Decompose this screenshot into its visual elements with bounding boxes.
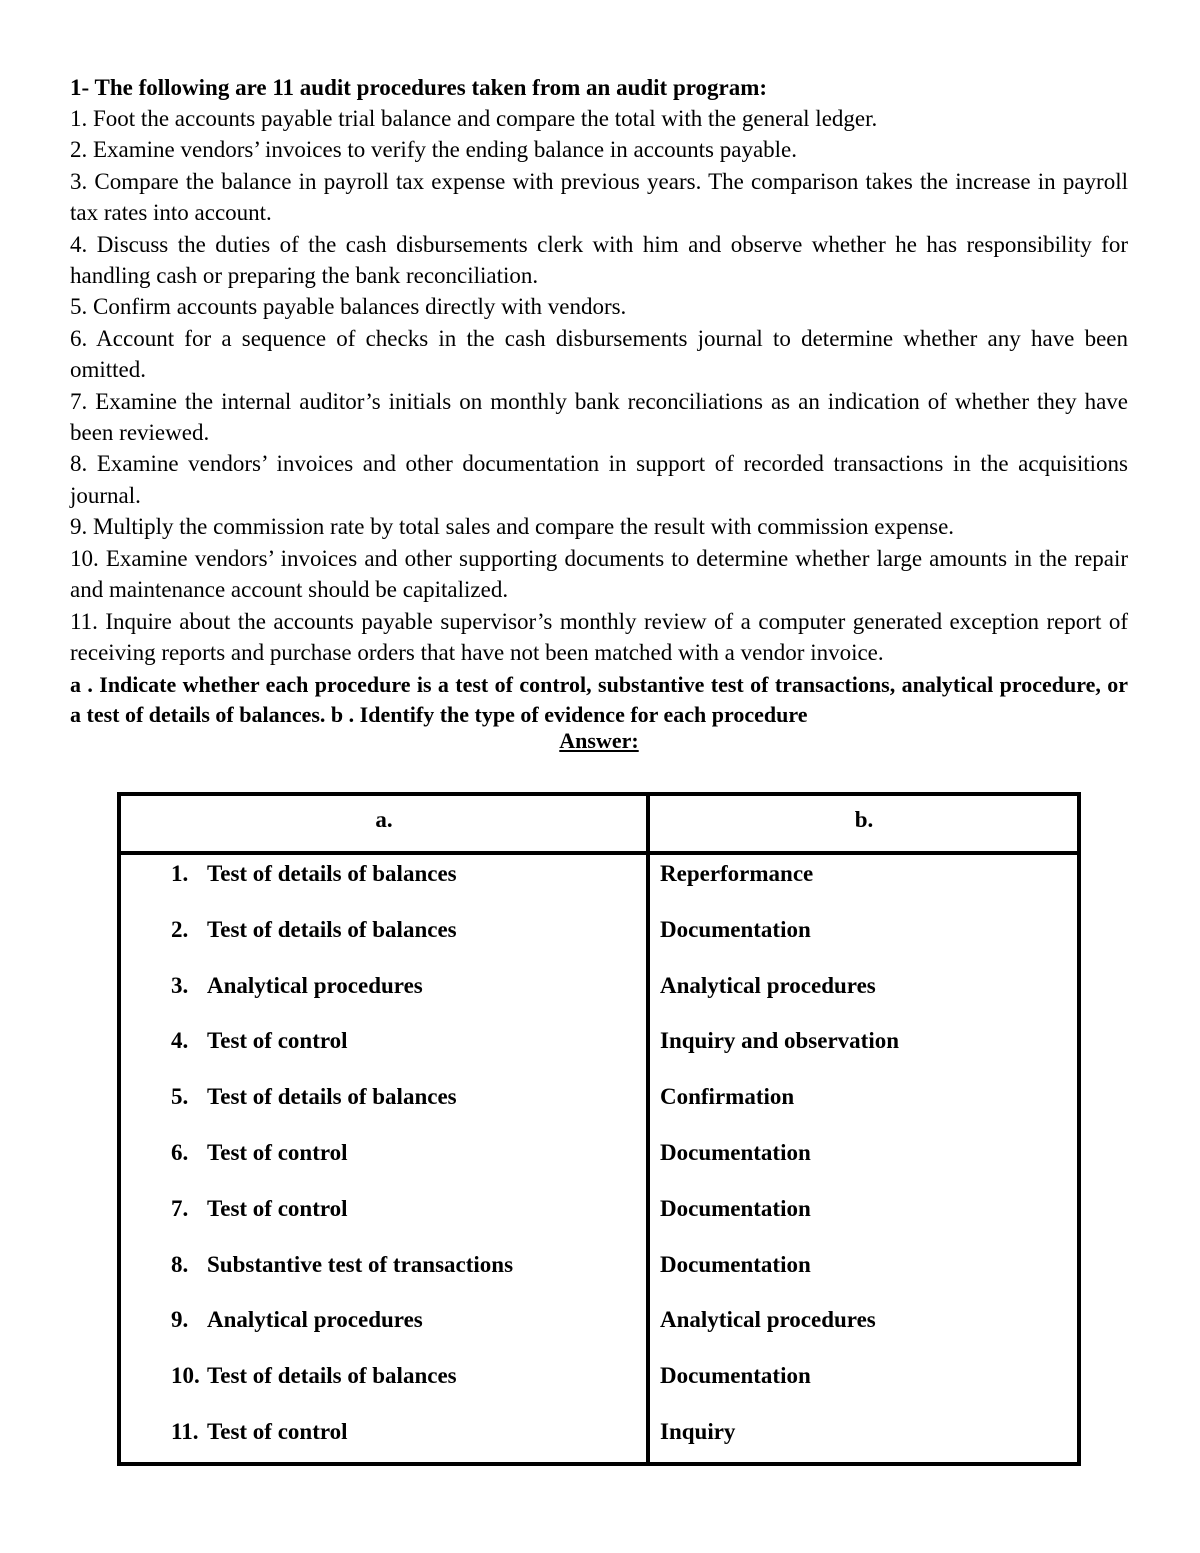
table-row <box>121 911 1077 967</box>
row-number: 9. <box>171 1307 189 1333</box>
cell-a <box>171 1190 348 1246</box>
table-row <box>121 1134 1077 1190</box>
table-row <box>121 1022 1077 1078</box>
table-row <box>121 855 1077 911</box>
evidence-type: Documentation <box>660 1195 811 1221</box>
page-heading: 1- The following are 11 audit procedures taken from an audit program: <box>70 75 768 100</box>
table-row <box>121 1301 1077 1357</box>
table-header <box>121 796 1077 855</box>
procedure-classification: Test of details of balances <box>207 861 457 886</box>
evidence-type: Documentation <box>660 1363 811 1389</box>
row-number: 3. <box>171 972 189 998</box>
row-number: 7. <box>171 1195 189 1221</box>
procedure-classification: Test of details of balances <box>207 916 457 942</box>
procedure-classification: Substantive test of transactions <box>207 1251 514 1277</box>
procedure-classification: Test of details of balances <box>207 1084 457 1110</box>
table-row <box>121 967 1077 1023</box>
row-number: 10. <box>171 1363 200 1389</box>
cell-a <box>171 1246 513 1302</box>
procedure-item: 2. Examine vendors’ invoices to verify the ending balance in accounts payable. <box>70 137 798 163</box>
procedure-classification: Analytical procedures <box>207 1307 423 1333</box>
procedure-list <box>70 103 1128 668</box>
procedure-item: 1. Foot the accounts payable trial balance and compare the total with the general ledger. <box>70 106 878 131</box>
table-row <box>121 1078 1077 1134</box>
procedure-item: 9. Multiply the commission rate by total sales and compare the result with commission expense. <box>70 514 955 540</box>
column-header-b: b. <box>854 807 874 832</box>
procedure-item: 11. Inquire about the accounts payable supervisor’s monthly review of a computer generated exception report of receiving reports and purchase orders that have not been matched with a vendor invoice. <box>70 608 1128 665</box>
procedure-item: 3. Compare the balance in payroll tax expense with previous years. The comparison takes the increase in payroll tax rates into account. <box>70 168 1128 226</box>
table-body <box>121 855 1077 1469</box>
cell-a <box>171 1134 348 1190</box>
cell-a <box>171 1301 423 1357</box>
procedure-classification: Analytical procedures <box>207 972 423 998</box>
table-row <box>121 1357 1077 1413</box>
evidence-type: Analytical procedures <box>660 972 876 998</box>
cell-a <box>171 1022 348 1078</box>
document-body <box>70 72 1128 752</box>
cell-a <box>171 911 457 967</box>
row-number: 1. <box>171 861 189 886</box>
row-number: 5. <box>171 1084 189 1110</box>
procedure-classification: Test of control <box>207 1028 348 1054</box>
row-number: 6. <box>171 1139 189 1165</box>
evidence-type: Documentation <box>660 916 811 942</box>
row-number: 11. <box>171 1418 199 1444</box>
evidence-type: Inquiry <box>660 1418 736 1444</box>
procedure-classification: Test of control <box>207 1195 348 1221</box>
cell-a <box>171 967 423 1023</box>
column-header-a: a. <box>375 807 393 832</box>
evidence-type: Documentation <box>660 1251 811 1277</box>
cell-a <box>171 1078 457 1134</box>
evidence-type: Analytical procedures <box>660 1307 876 1333</box>
row-number: 2. <box>171 916 189 942</box>
procedure-classification: Test of control <box>207 1139 348 1165</box>
procedure-item: 5. Confirm accounts payable balances directly with vendors. <box>70 294 627 320</box>
question-text: a . Indicate whether each procedure is a test of control, substantive test of transactions, analytical procedure, or a test of details of balances. b . Identify the type of evidence for each procedure <box>70 672 1128 728</box>
procedure-item: 7. Examine the internal auditor’s initials on monthly bank reconciliations as an indication of whether they have been reviewed. <box>70 388 1128 446</box>
row-number: 4. <box>171 1028 189 1054</box>
table-row <box>121 1413 1077 1469</box>
row-number: 8. <box>171 1251 189 1277</box>
evidence-type: Confirmation <box>660 1084 795 1110</box>
evidence-type: Inquiry and observation <box>660 1028 900 1054</box>
cell-a <box>171 855 457 911</box>
cell-a <box>171 1357 457 1413</box>
evidence-type: Documentation <box>660 1139 811 1165</box>
procedure-classification: Test of control <box>207 1418 348 1444</box>
procedure-item: 6. Account for a sequence of checks in the cash disbursements journal to determine whether any have been omitted. <box>70 325 1128 383</box>
table-row <box>121 1190 1077 1246</box>
procedure-item: 4. Discuss the duties of the cash disbursements clerk with him and observe whether he has responsibility for handling cash or preparing the bank reconciliation. <box>70 231 1128 289</box>
procedure-classification: Test of details of balances <box>207 1363 457 1389</box>
procedure-item: 10. Examine vendors’ invoices and other supporting documents to determine whether large amounts in the repair and maintenance account should be capitalized. <box>70 545 1128 603</box>
answer-label: Answer: <box>559 728 639 754</box>
evidence-type: Reperformance <box>660 861 814 886</box>
procedure-item: 8. Examine vendors’ invoices and other documentation in support of recorded transactions in the acquisitions journal. <box>70 451 1128 508</box>
cell-a <box>171 1413 348 1469</box>
table-row <box>121 1246 1077 1302</box>
answer-table <box>117 792 1081 1466</box>
